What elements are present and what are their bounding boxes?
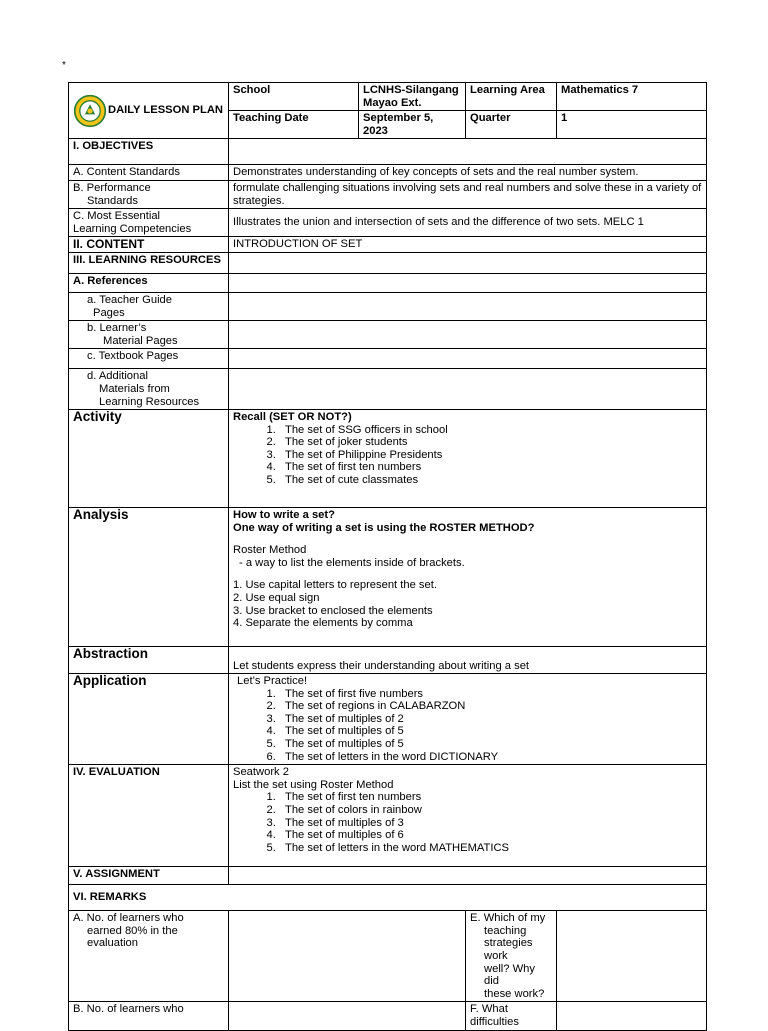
- list-item: 2. The set of regions in CALABARZON: [279, 700, 702, 713]
- textbook-value: [229, 349, 707, 369]
- roster-step: 2. Use equal sign: [233, 592, 320, 605]
- content-value: INTRODUCTION OF SET: [229, 237, 707, 253]
- analysis-content: [229, 508, 707, 647]
- list-item: 2. The set of colors in rainbow: [279, 804, 702, 817]
- melc-label: [69, 209, 229, 237]
- performance-label-line2: Standards: [87, 194, 138, 207]
- additional-line2: Materials from: [99, 382, 170, 395]
- remarks-f-value: [557, 1002, 707, 1030]
- remarks-a-label: [69, 911, 229, 1002]
- learner-line2: Material Pages: [103, 334, 178, 347]
- school-value: LCNHS-Silangang Mayao Ext.: [359, 83, 466, 111]
- roster-desc: - a way to list the elements inside of brackets.: [239, 556, 465, 569]
- remarks-b-value: [229, 1002, 466, 1030]
- melc-label-line1: C. Most Essential: [73, 210, 161, 223]
- page-title: DAILY LESSON PLAN: [107, 104, 223, 117]
- objectives-empty: [229, 139, 707, 165]
- learning-area-value: Mathematics 7: [557, 83, 707, 111]
- teaching-date-value: September 5, 2023: [359, 111, 466, 139]
- application-label: Application: [69, 674, 229, 765]
- additional-line1: d. Additional: [87, 370, 148, 383]
- remarks-e-value: [557, 911, 707, 1002]
- list-item: 3. The set of multiples of 2: [279, 713, 702, 726]
- roster-title: Roster Method: [233, 544, 307, 557]
- school-seal-icon: [73, 94, 107, 128]
- school-label: School: [229, 83, 359, 111]
- list-item: 5. The set of letters in the word MATHEMATICS: [279, 842, 702, 855]
- abstraction-label: Abstraction: [69, 647, 229, 674]
- list-item: 5. The set of multiples of 5: [279, 738, 702, 751]
- list-item: 2. The set of joker students: [279, 436, 702, 449]
- list-item: 4. The set of first ten numbers: [279, 461, 702, 474]
- teacher-guide-value: [229, 292, 707, 320]
- evaluation-subtitle: List the set using Roster Method: [233, 778, 394, 791]
- learner-material-label: [69, 321, 229, 349]
- performance-label-line1: B. Performance: [73, 181, 151, 194]
- list-item: 3. The set of Philippine Presidents: [279, 449, 702, 462]
- activity-list: [233, 424, 702, 487]
- quarter-value: 1: [557, 111, 707, 139]
- activity-title: Recall (SET OR NOT?): [233, 411, 352, 424]
- remarks-a-line2: earned 80% in the: [87, 924, 178, 937]
- performance-standards-value: formulate challenging situations involving sets and real numbers and solve these in a variety of strategies.: [229, 180, 707, 208]
- content-standards-label: A. Content Standards: [69, 165, 229, 181]
- analysis-q2: One way of writing a set is using the ROSTER METHOD?: [233, 521, 535, 534]
- asterisk-mark: *: [62, 60, 66, 71]
- list-item: 1. The set of SSG officers in school: [279, 424, 702, 437]
- references-label: A. References: [69, 273, 229, 292]
- abstraction-text: Let students express their understanding about writing a set: [229, 647, 707, 674]
- list-item: 3. The set of multiples of 3: [279, 817, 702, 830]
- analysis-q1: How to write a set?: [233, 509, 335, 522]
- objectives-heading: I. OBJECTIVES: [69, 139, 229, 165]
- remarks-a-value: [229, 911, 466, 1002]
- remarks-e-line1: E. Which of my: [470, 912, 546, 925]
- remarks-e-line4: well? Why did: [484, 962, 535, 988]
- additional-materials-label: [69, 369, 229, 410]
- roster-step: 4. Separate the elements by comma: [233, 617, 413, 630]
- remarks-e-line5: these work?: [484, 987, 545, 1000]
- list-item: 4. The set of multiples of 5: [279, 725, 702, 738]
- content-standards-value: Demonstrates understanding of key concepts of sets and the real number system.: [229, 165, 707, 181]
- content-heading: II. CONTENT: [69, 237, 229, 253]
- remarks-b-label: B. No. of learners who: [69, 1002, 229, 1030]
- list-item: 5. The set of cute classmates: [279, 474, 702, 487]
- assignment-value: [229, 867, 707, 885]
- quarter-label: Quarter: [466, 111, 557, 139]
- learner-material-value: [229, 321, 707, 349]
- remarks-a-line3: evaluation: [87, 937, 139, 950]
- evaluation-list: [233, 791, 702, 854]
- references-empty: [229, 273, 707, 292]
- performance-standards-label: [69, 180, 229, 208]
- remarks-label: VI. REMARKS: [69, 885, 707, 911]
- assignment-label: V. ASSIGNMENT: [69, 867, 229, 885]
- list-item: 1. The set of first ten numbers: [279, 791, 702, 804]
- additional-materials-value: [229, 369, 707, 410]
- list-item: 1. The set of first five numbers: [279, 688, 702, 701]
- learning-area-label: Learning Area: [466, 83, 557, 111]
- activity-label: Activity: [69, 410, 229, 508]
- evaluation-label: IV. EVALUATION: [69, 765, 229, 867]
- teacher-guide-line1: a. Teacher Guide: [87, 293, 172, 306]
- application-content: [229, 674, 707, 765]
- header-title-cell: [69, 83, 229, 139]
- additional-line3: Learning Resources: [99, 395, 200, 408]
- lesson-plan-table: [68, 82, 707, 1031]
- teacher-guide-label: [69, 292, 229, 320]
- melc-value: Illustrates the union and intersection of sets and the difference of two sets. MELC 1: [229, 209, 707, 237]
- remarks-e-line2: teaching: [484, 924, 527, 937]
- teacher-guide-line2: Pages: [93, 306, 125, 319]
- remarks-a-line1: A. No. of learners who: [73, 912, 184, 925]
- learner-line1: b. Learner’s: [87, 322, 147, 335]
- teaching-date-label: Teaching Date: [229, 111, 359, 139]
- melc-label-line2: Learning Competencies: [73, 222, 192, 235]
- analysis-label: Analysis: [69, 508, 229, 647]
- roster-step: 1. Use capital letters to represent the set.: [233, 579, 437, 592]
- list-item: 4. The set of multiples of 6: [279, 829, 702, 842]
- activity-content: [229, 410, 707, 508]
- evaluation-content: [229, 765, 707, 867]
- application-list: [233, 688, 702, 764]
- remarks-f-label: F. What difficulties: [466, 1002, 557, 1030]
- roster-step: 3. Use bracket to enclosed the elements: [233, 604, 433, 617]
- application-title: Let’s Practice!: [237, 675, 308, 688]
- textbook-text: c. Textbook Pages: [87, 350, 179, 363]
- resources-empty: [229, 252, 707, 273]
- remarks-e-line3: strategies work: [484, 937, 533, 963]
- textbook-label: [69, 349, 229, 369]
- list-item: 6. The set of letters in the word DICTIONARY: [279, 751, 702, 764]
- remarks-e-label: [466, 911, 557, 1002]
- evaluation-title: Seatwork 2: [233, 766, 289, 779]
- resources-heading: III. LEARNING RESOURCES: [69, 252, 229, 273]
